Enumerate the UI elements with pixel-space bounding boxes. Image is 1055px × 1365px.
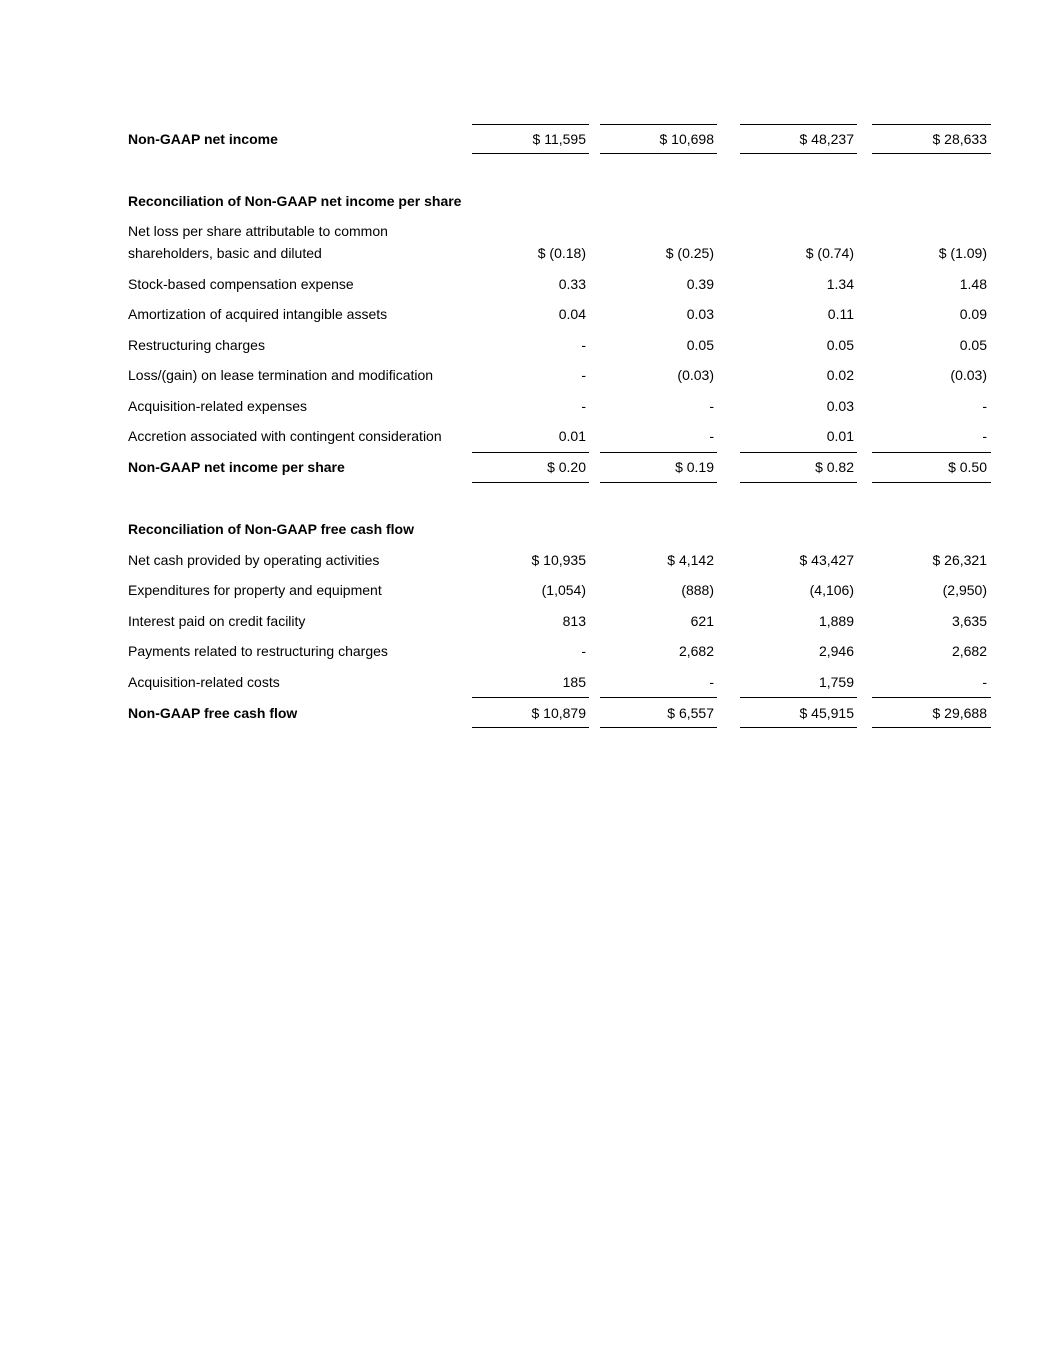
subtotal-rule [872,452,991,453]
row-label: Non-GAAP net income [128,131,278,147]
value-cell: 0.02 [826,367,854,383]
value-cell: - [709,398,714,414]
fcf-row [0,610,1055,640]
row-label: Net loss per share attributable to common [128,223,388,239]
value-cell: (888) [681,582,714,598]
value-cell: - [982,428,987,444]
fcf-row [0,640,1055,670]
total-rule [600,727,717,728]
fcf-row [0,579,1055,609]
value-cell: (2,950) [942,582,987,598]
eps-row [0,220,1055,264]
bottom-rule [740,153,857,154]
row-label: Restructuring charges [128,337,265,353]
section-heading: Reconciliation of Non-GAAP net income per share [128,193,462,209]
row-label: Interest paid on credit facility [128,613,306,629]
value-cell: $ (0.74) [805,245,854,261]
total-rule [472,482,589,483]
value-cell: $ 10,935 [531,552,586,568]
eps-row [0,425,1055,455]
value-cell: - [709,674,714,690]
eps-row [0,364,1055,394]
subtotal-rule [740,452,857,453]
value-cell: 2,946 [818,643,854,659]
value-cell: 0.11 [827,306,854,322]
bottom-rule [872,153,991,154]
total-rule [740,727,857,728]
value-cell: 813 [562,613,586,629]
value-cell: $ 4,142 [667,552,714,568]
value-cell: $ (0.25) [665,245,714,261]
top-rule [472,124,589,125]
bottom-rule [600,153,717,154]
row-label: Payments related to restructuring charges [128,643,388,659]
value-cell: - [581,398,586,414]
total-rule [600,482,717,483]
value-cell: - [581,367,586,383]
row-label: Acquisition-related costs [128,674,280,690]
total-rule [872,727,991,728]
value-cell: (0.03) [950,367,987,383]
value-cell: $ 0.82 [815,459,854,475]
row-label: Stock-based compensation expense [128,276,354,292]
value-cell: 1,889 [818,613,854,629]
value-cell: 0.01 [826,428,854,444]
value-cell: 1.48 [959,276,987,292]
value-cell: 0.05 [959,337,987,353]
value-cell: 2,682 [678,643,714,659]
value-cell: 1,759 [818,674,854,690]
value-cell: $ 11,595 [532,131,586,147]
top-rule [740,124,857,125]
value-cell: - [581,337,586,353]
value-cell: 185 [562,674,586,690]
subtotal-rule [600,697,717,698]
value-cell: $ 10,698 [659,131,714,147]
value-cell: - [982,674,987,690]
subtotal-rule [472,452,589,453]
bottom-rule [472,153,589,154]
total-rule [472,727,589,728]
top-rule [872,124,991,125]
value-cell: 3,635 [951,613,987,629]
value-cell: 0.04 [558,306,586,322]
value-cell: $ 0.19 [675,459,714,475]
subtotal-rule [472,697,589,698]
value-cell: 2,682 [951,643,987,659]
eps-row [0,303,1055,333]
value-cell: $ 26,321 [932,552,987,568]
fcf-row [0,549,1055,579]
value-cell: $ 29,688 [932,705,987,721]
row-label: Expenditures for property and equipment [128,582,382,598]
row-label: Loss/(gain) on lease termination and modification [128,367,434,383]
value-cell: 0.01 [558,428,586,444]
value-cell: $ (0.18) [537,245,586,261]
value-cell: $ 0.20 [547,459,586,475]
value-cell: 0.05 [686,337,714,353]
value-cell: 0.03 [686,306,714,322]
value-cell: (4,106) [809,582,854,598]
subtotal-rule [740,697,857,698]
value-cell: $ 10,879 [531,705,586,721]
section-heading: Reconciliation of Non-GAAP free cash flow [128,521,415,537]
row-label: Acquisition-related expenses [128,398,307,414]
eps-section-heading [0,190,1055,220]
row-label: Net cash provided by operating activities [128,552,380,568]
value-cell: 1.34 [826,276,854,292]
eps-row [0,273,1055,303]
value-cell: (0.03) [677,367,714,383]
value-cell: $ 6,557 [667,705,714,721]
value-cell: 621 [690,613,714,629]
value-cell: $ 48,237 [799,131,854,147]
subtotal-rule [872,697,991,698]
value-cell: 0.09 [959,306,987,322]
row-label: Accretion associated with contingent consideration [128,428,442,444]
value-cell: $ 0.50 [948,459,987,475]
value-cell: 0.03 [826,398,854,414]
value-cell: $ (1.09) [938,245,987,261]
total-rule [740,482,857,483]
eps-row [0,334,1055,364]
value-cell: $ 28,633 [932,131,987,147]
total-rule [872,482,991,483]
value-cell: 0.33 [558,276,586,292]
eps-row [0,395,1055,425]
row-label: Amortization of acquired intangible assets [128,306,388,322]
value-cell: $ 45,915 [799,705,854,721]
row-label: Non-GAAP net income per share [128,459,345,475]
subtotal-rule [600,452,717,453]
fcf-section-heading [0,518,1055,548]
row-label: Non-GAAP free cash flow [128,705,298,721]
value-cell: 0.05 [826,337,854,353]
value-cell: - [581,643,586,659]
value-cell: - [709,428,714,444]
value-cell: - [982,398,987,414]
value-cell: 0.39 [686,276,714,292]
top-rule [600,124,717,125]
value-cell: (1,054) [541,582,586,598]
value-cell: $ 43,427 [799,552,854,568]
row-label-line2: shareholders, basic and diluted [128,245,322,261]
